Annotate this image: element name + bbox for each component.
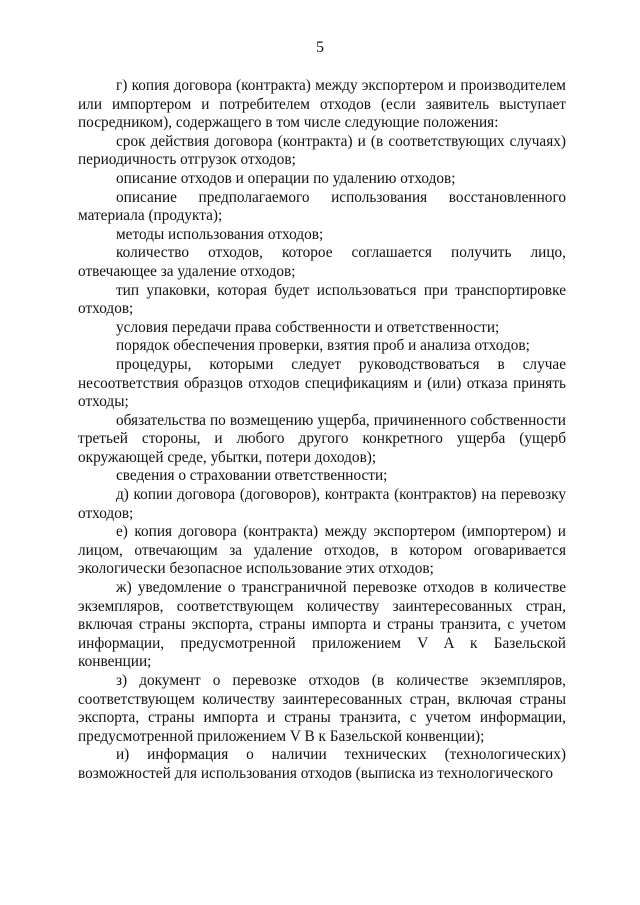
paragraph-zh-notification: ж) уведомление о трансграничной перевозке отходов в количестве экземпляров, соответствующем количеству заинтересованных стран, включая страны экспорта, страны импорта и страны транзита, с учетом информации, предусмотренной приложением V A к Базельской конвенции; <box>78 579 566 671</box>
paragraph-liability-insurance: сведения о страховании ответственности; <box>116 467 388 485</box>
paragraph-waste-description: описание отходов и операции по удалению отходов; <box>116 169 456 187</box>
paragraph-damage-obligations: обязательства по возмещению ущерба, причиненного собственности третьей стороны, и любого другого конкретного ущерба (ущерб окружающей среде, убытки, потери доходов); <box>78 411 566 466</box>
paragraph-e-disposal-contract: е) копия договора (контракта) между экспортером (импортером) и лицом, отвечающим за удаление отходов, в котором оговаривается экологически безопасное использование этих отходов; <box>78 523 566 578</box>
paragraph-d-transport-contracts: д) копии договора (договоров), контракта (контрактов) на перевозку отходов; <box>78 486 566 522</box>
paragraph-g-contract-copy: г) копия договора (контракта) между экспортером и производителем или импортером и потребителем отходов (если заявитель выступает посредником), содержащего в том числе следующие положения: <box>78 77 566 132</box>
paragraph-use-methods: методы использования отходов; <box>116 225 324 243</box>
page-number: 5 <box>316 39 324 56</box>
paragraph-z-movement-document: з) документ о перевозке отходов (в количестве экземпляров, соответствующем количеству заинтересованных стран, включая страны экспорта, страны импорта и страны транзита, с учетом информации, предусмотренной приложением V B к Базельской конвенции); <box>78 672 566 745</box>
document-body <box>78 77 566 784</box>
paragraph-inspection-procedure: порядок обеспечения проверки, взятия проб и анализа отходов; <box>116 337 530 355</box>
paragraph-packaging-type: тип упаковки, которая будет использоваться при транспортировке отходов; <box>78 281 566 318</box>
paragraph-nonconformity-procedures: процедуры, которыми следует руководствоваться в случае несоответствия образцов отходов спецификациям и (или) отказа принять отходы; <box>78 355 566 411</box>
paragraph-waste-quantity: количество отходов, которое соглашается получить лицо, отвечающее за удаление отходов; <box>78 244 566 280</box>
paragraph-contract-term: срок действия договора (контракта) и (в соответствующих случаях) периодичность отгрузок отходов; <box>78 132 566 169</box>
paragraph-ownership-transfer: условия передачи права собственности и ответственности; <box>116 318 500 336</box>
paragraph-intended-use: описание предполагаемого использования восстановленного материала (продукта); <box>78 188 566 225</box>
paragraph-i-technical-capability: и) информация о наличии технических (технологических) возможностей для использования отходов (выписка из технологического <box>78 746 566 782</box>
